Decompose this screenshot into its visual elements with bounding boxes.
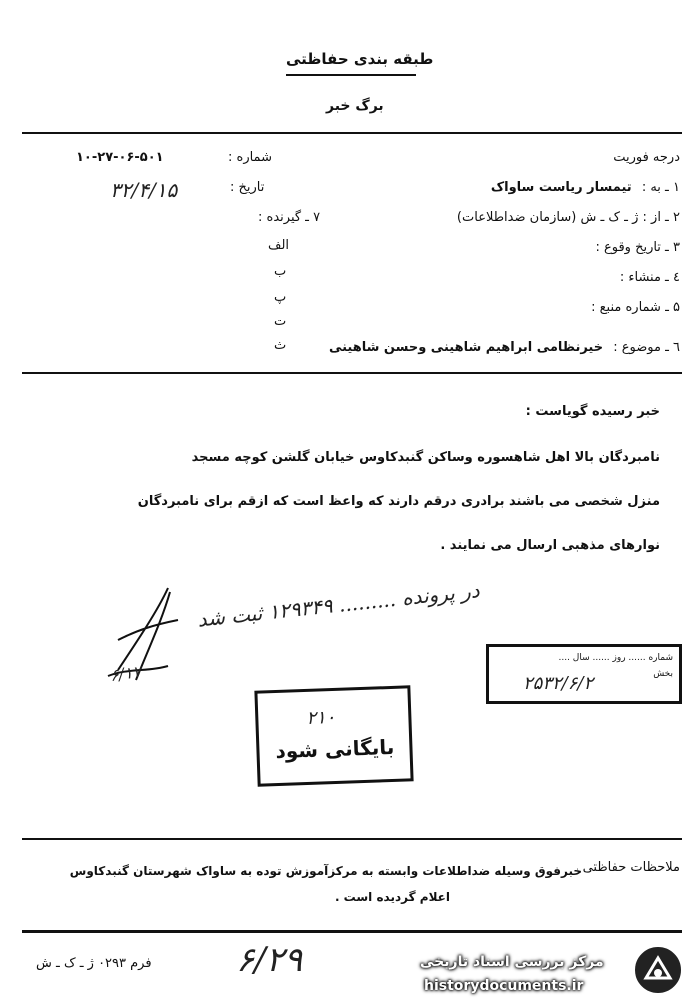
body-line-2: منزل شخصی می باشند برادری درقم دارند که واعظ است که ازقم برای نامبردگان: [137, 494, 660, 509]
registry-stamp: [486, 644, 682, 704]
remarks-line-1: خبرفوق وسیله ضداطلاعات وابسته به مرکزآموزش توده به ساواک شهرستان گنبدکاوس: [69, 864, 582, 878]
handwritten-note: در پرونده ......... ۱۲۹۳۴۹ ثبت شد: [196, 578, 481, 632]
registry-stamp-line-1: شماره ...... روز ...... سال ....: [558, 653, 673, 663]
header-rule: [22, 132, 682, 134]
date-label: تاریخ :: [230, 180, 265, 195]
archive-stamp: [254, 685, 413, 786]
priority-label: درجه فوریت: [613, 150, 680, 165]
field-to: [491, 180, 680, 195]
handwritten-initials: ۶/۱۷: [108, 661, 143, 686]
body-line-3: نوارهای مذهبی ارسال می نمایند .: [440, 538, 660, 553]
recipient-pe: پ: [274, 290, 287, 305]
form-code: فرم ۰۲۹۳ ژ ـ ک ـ ش: [36, 956, 152, 971]
field-from: [457, 210, 680, 225]
date-value: ۳۲/۴/۱۵: [110, 178, 178, 202]
field-subject: [329, 340, 680, 355]
classification-heading: طبقه بندی حفاظتی: [286, 50, 434, 68]
number-label: شماره :: [228, 150, 272, 165]
recipient-alef: الف: [268, 238, 290, 253]
heading-underline: [286, 74, 416, 76]
remarks-label: ملاحظات حفاظتی: [582, 860, 680, 875]
body-intro: خبر رسیده گویاست :: [525, 404, 660, 419]
handwritten-code: ۶/۲۹: [236, 940, 303, 980]
field-from-label: ۲ ـ از : ژ ـ ک ـ ش (سازمان ضداطلاعات): [456, 210, 680, 225]
field-subject-value: خیرنظامی ابراهیم شاهینی وحسن شاهینی: [328, 340, 604, 355]
field-to-label: ۱ ـ به :: [641, 180, 680, 195]
body-line-1: نامبردگان بالا اهل شاهسوره وساکن گنبدکاوس خیابان گلشن کوچه مسجد: [191, 450, 660, 465]
field-origin-label: ٤ ـ منشاء :: [619, 270, 680, 285]
watermark-title: مرکز بررسی اسناد تاریخی: [420, 954, 604, 970]
field-source-number: [591, 300, 680, 315]
recipient-be: ب: [274, 264, 287, 279]
field-occurrence-date-label: ۳ ـ تاریخ وقوع :: [595, 240, 680, 255]
archive-logo-icon: [632, 944, 684, 996]
remarks-rule: [22, 838, 682, 840]
recipient-te: ت: [274, 314, 287, 329]
recipients-label: ۷ ـ گیرنده :: [258, 210, 321, 225]
field-origin: [620, 270, 680, 285]
remarks-line-2: اعلام گردیده است .: [334, 890, 450, 904]
watermark-url: historydocuments.ir: [424, 978, 584, 994]
form-title: برگ خبر: [326, 98, 384, 114]
registry-stamp-line-2: بخش: [653, 669, 673, 679]
number-value: ۱۰-۲۷-۰۶-۵۰۱: [76, 150, 164, 165]
field-to-value: تیمسار ریاست ساواک: [490, 180, 632, 195]
field-subject-label: ٦ ـ موضوع :: [613, 340, 680, 355]
field-occurrence-date: [595, 240, 680, 255]
recipient-se: ث: [274, 338, 287, 353]
fields-rule: [22, 372, 682, 374]
registry-stamp-number: ۲۵۳۲/۶/۲: [523, 673, 594, 694]
archive-stamp-text: بایگانی شود: [275, 734, 395, 764]
footer-rule: [22, 930, 682, 933]
archive-stamp-number: ۲۱۰: [306, 706, 336, 729]
field-source-number-label: ۵ ـ شماره منبع :: [591, 300, 680, 315]
